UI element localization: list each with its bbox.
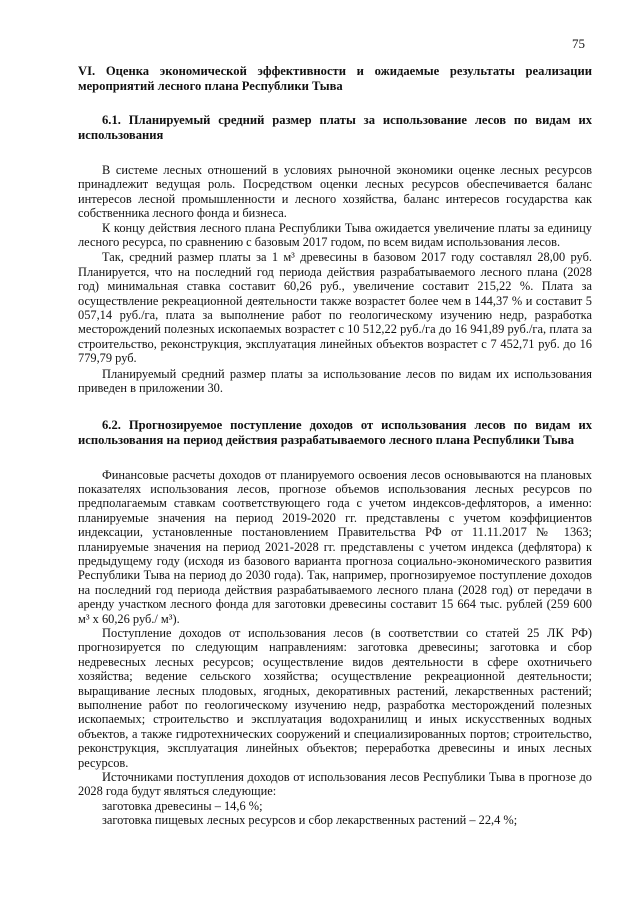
- paragraph: Поступление доходов от использования лесов (в соответствии со статей 25 ЛК РФ) прогнозируется по следующим направлениям: заготовка древесины; заготовка и сбор недревесных лесных ресурсов; осуществление видов деятельности в сфере охотничьего хозяйства; ведение сельского хозяйства; осуществление рекреационной деятельности; выращивание лесных плодовых, ягодных, декоративных растений, лекарственных растений; выполнение работ по геологическому изучению недр, разработка месторождений полезных ископаемых; строительство и эксплуатация водохранилищ и иных искусственных водных объектов, а также гидротехнических сооружений и специализированных портов; строительство, реконструкция, эксплуатация линейных объектов; переработка древесины и иных лесных ресурсов.: [78, 625, 592, 770]
- page-number: 75: [572, 36, 585, 51]
- paragraph: Финансовые расчеты доходов от планируемого освоения лесов основываются на плановых показателях использования лесов, прогнозе объемов использования лесных ресурсов по предполагаемым ставкам соответствующего года с учетом индексов-дефляторов, а именно: планируемые значения на период 2019-2020 гг. представлены с учетом коэффициентов индексации, установленные постановлением Правительства РФ от 11.11.2017 № 1363; планируемые значения на период 2021-2028 гг. представлены с учетом индекса (дефлятора) к предыдущему году (исходя из базового варианта прогноза социально-экономического развития Республики Тыва на период до 2030 года). Так, например, прогнозируемое поступление доходов на последний год периода действия разрабатываемого лесного плана (2028 год) от передачи в аренду участком лесного фонда для заготовки древесины составит 15 664 тыс. рублей (259 600 м³ х 60,26 руб./ м³).: [78, 467, 592, 626]
- section-title: VI. Оценка экономической эффективности и ожидаемые результаты реализации мероприятий лесного плана Республики Тыва: [78, 64, 592, 93]
- page-content: [78, 64, 592, 828]
- paragraph: В системе лесных отношений в условиях рыночной экономики оценке лесных ресурсов принадлежит ведущая роль. Посредством оценки лесных ресурсов обеспечивается баланс интересов лесной промышленности и лесного хозяйства, баланс интересов государства как собственника лесного фонда и бизнеса.: [78, 163, 592, 221]
- list-item: заготовка древесины – 14,6 %;: [102, 798, 263, 813]
- paragraph: Так, средний размер платы за 1 м³ древесины в базовом 2017 году составлял 28,00 руб. Планируется, что на последний год периода действия разрабатываемого лесного плана (2028 год) минимальная ставка составит 60,26 руб., увеличение составит 215,22 %. Плата за осуществление рекреационной деятельности также возрастет более чем в 144,37 % и составит 5 057,14 руб./га, плата за выполнение работ по геологическому изучению недр, разработка месторождений полезных ископаемых возрастет с 10 512,22 руб./га до 16 941,89 руб./га, плата за строительство, реконструкция, эксплуатация линейных объектов возрастет с 7 452,71 руб. до 16 779,79 руб.: [78, 250, 592, 366]
- list-item: заготовка пищевых лесных ресурсов и сбор лекарственных растений – 22,4 %;: [102, 813, 518, 828]
- paragraph: Планируемый средний размер платы за использование лесов по видам их использования приведен в приложении 30.: [78, 366, 592, 396]
- subsection-1-title: 6.1. Планируемый средний размер платы за использование лесов по видам их использования: [78, 113, 592, 142]
- paragraph: К концу действия лесного плана Республики Тыва ожидается увеличение платы за единицу лесного ресурса, по сравнению с базовым 2017 годом, по всем видам использования лесов.: [78, 220, 592, 250]
- subsection-2-title: 6.2. Прогнозируемое поступление доходов от использования лесов по видам их использования на период действия разрабатываемого лесного плана Республики Тыва: [78, 417, 592, 447]
- paragraph: Источниками поступления доходов от использования лесов Республики Тыва в прогнозе до 2028 года будут являться следующие:: [78, 770, 592, 799]
